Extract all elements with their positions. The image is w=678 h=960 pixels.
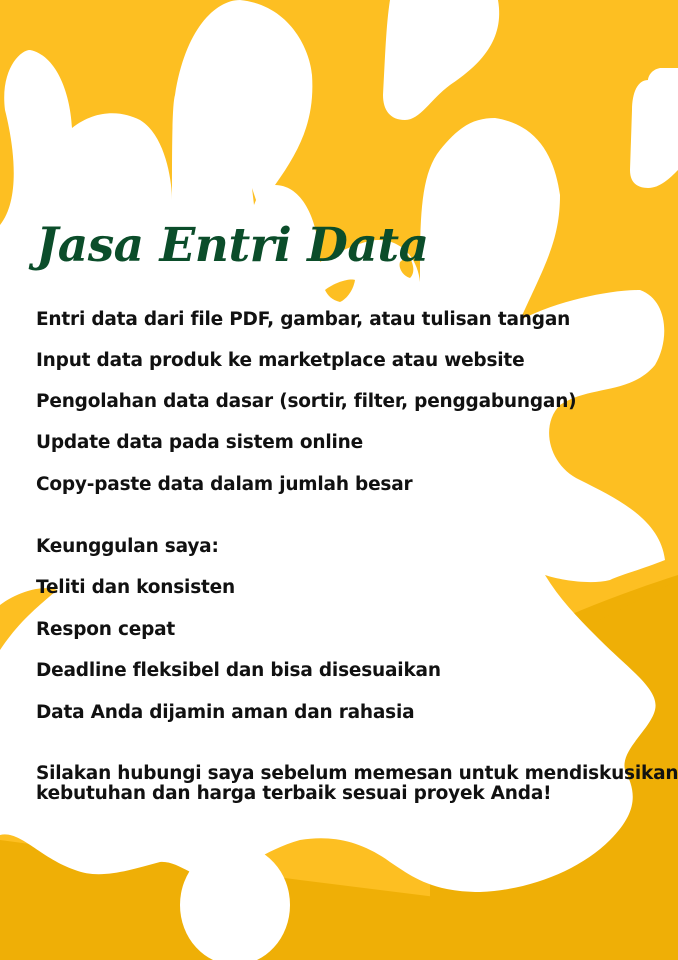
closing-message [36, 764, 678, 804]
advantage-item: Deadline fleksibel dan bisa disesuaikan [36, 660, 441, 681]
poster-title: Jasa Entri Data [36, 218, 429, 273]
advantage-item: Data Anda dijamin aman dan rahasia [36, 702, 415, 723]
advantage-item: Teliti dan konsisten [36, 577, 235, 598]
service-item: Entri data dari file PDF, gambar, atau tulisan tangan [36, 309, 571, 330]
advantages-heading: Keunggulan saya: [36, 536, 219, 557]
advantage-item: Respon cepat [36, 619, 176, 640]
service-item: Pengolahan data dasar (sortir, filter, penggabungan) [36, 391, 577, 412]
service-item: Copy-paste data dalam jumlah besar [36, 474, 413, 495]
service-item: Update data pada sistem online [36, 432, 363, 453]
closing-line-2: kebutuhan dan harga terbaik sesuai proyek Anda! [36, 783, 552, 804]
service-item: Input data produk ke marketplace atau website [36, 350, 525, 371]
closing-line-1: Silakan hubungi saya sebelum memesan untuk mendiskusikan [36, 763, 678, 784]
